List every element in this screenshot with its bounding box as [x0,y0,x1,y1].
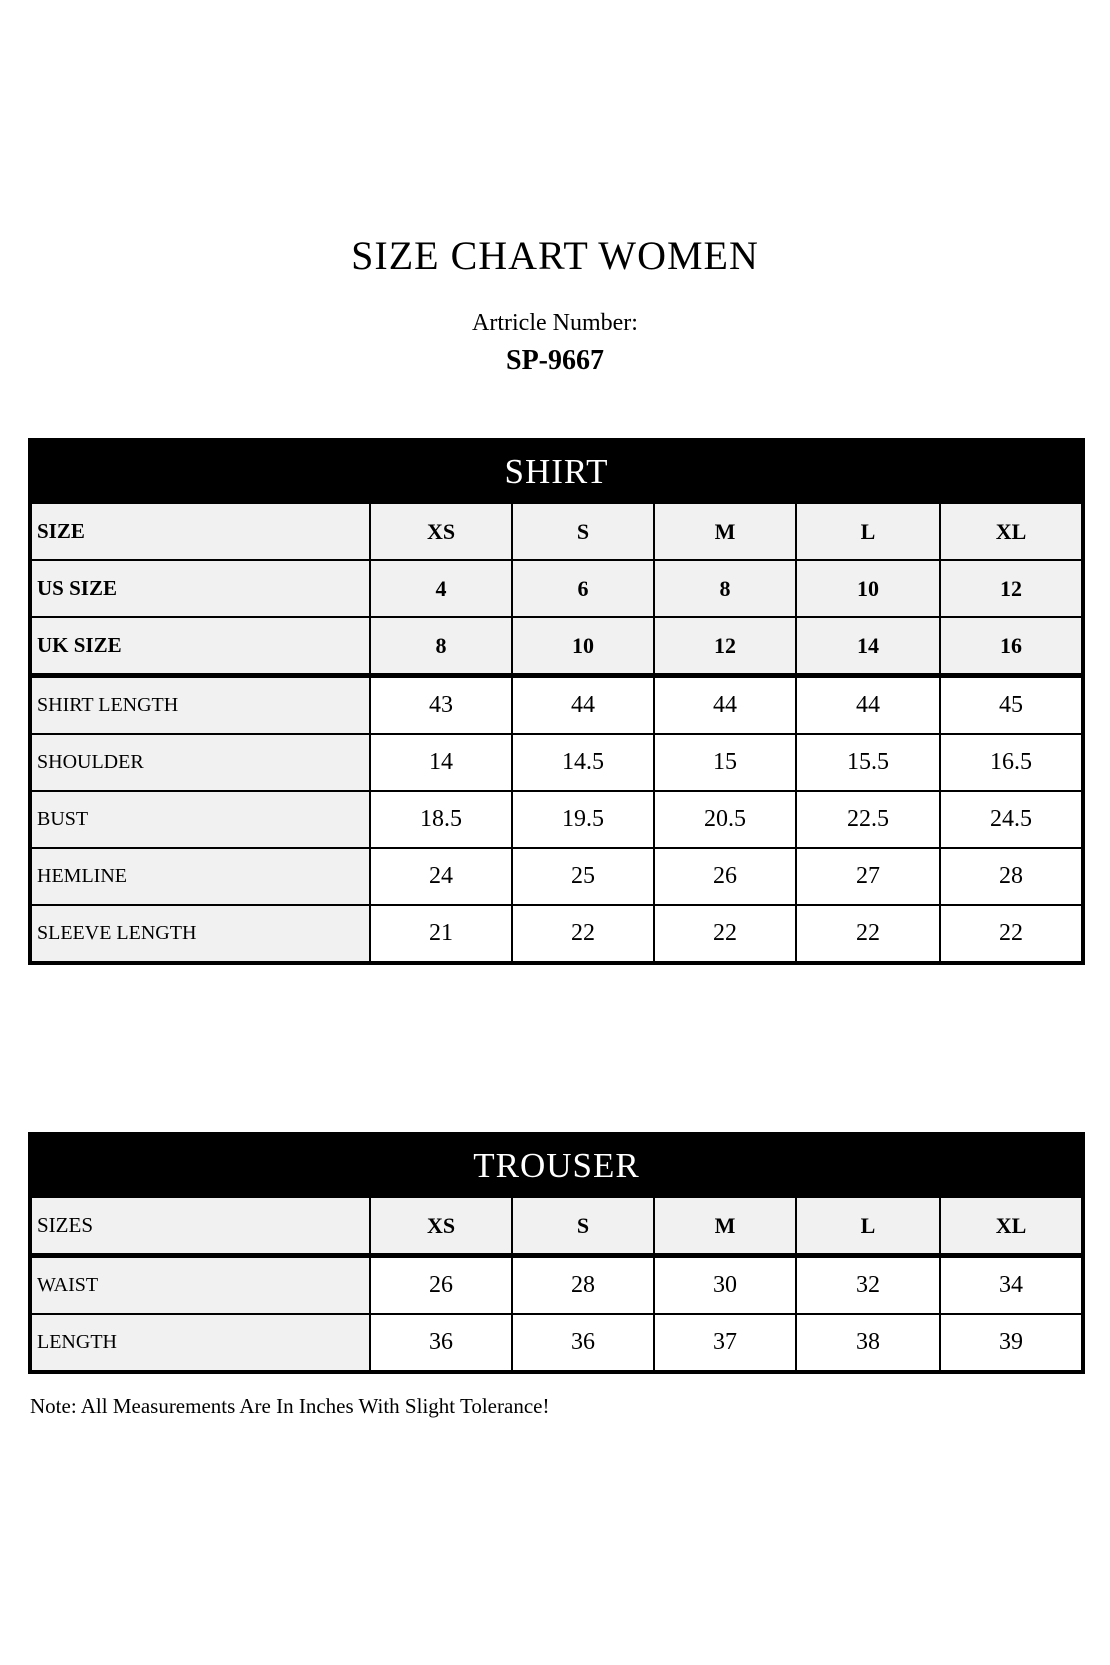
size-cell: XL [940,1197,1083,1256]
measurement-cell: 37 [654,1314,796,1372]
measurement-cell: 38 [796,1314,940,1372]
size-cell: XS [370,503,512,560]
row-label: SIZES [30,1197,370,1256]
table-row [30,617,1083,676]
measurement-cell: 32 [796,1256,940,1315]
size-cell: XS [370,1197,512,1256]
table-row [30,905,1083,963]
row-label: US SIZE [30,560,370,617]
measurement-cell: 15 [654,734,796,791]
measurement-cell: 22 [654,905,796,963]
table-row [30,848,1083,905]
article-number-label: Artricle Number: [472,310,638,336]
measurement-cell: 20.5 [654,791,796,848]
row-label: SIZE [30,503,370,560]
measurement-cell: 14 [370,734,512,791]
size-cell: L [796,1197,940,1256]
size-cell: 16 [940,617,1083,676]
measurement-cell: 15.5 [796,734,940,791]
measurement-cell: 28 [940,848,1083,905]
row-label: SLEEVE LENGTH [30,905,370,963]
trouser-table-title: TROUSER [30,1134,1083,1197]
page-title: SIZE CHART WOMEN [351,233,759,278]
shirt-table-title: SHIRT [30,440,1083,503]
measurement-cell: 25 [512,848,654,905]
table-row [30,676,1083,735]
measurement-cell: 26 [654,848,796,905]
measurement-cell: 43 [370,676,512,735]
size-cell: S [512,1197,654,1256]
measurement-cell: 36 [512,1314,654,1372]
size-cell: 6 [512,560,654,617]
measurement-cell: 27 [796,848,940,905]
measurement-cell: 24 [370,848,512,905]
measurement-cell: 14.5 [512,734,654,791]
table-row [30,1314,1083,1372]
size-cell: 4 [370,560,512,617]
measurement-cell: 22.5 [796,791,940,848]
size-cell: XL [940,503,1083,560]
measurement-cell: 36 [370,1314,512,1372]
measurement-cell: 44 [512,676,654,735]
measurement-cell: 18.5 [370,791,512,848]
row-label: SHOULDER [30,734,370,791]
measurement-cell: 28 [512,1256,654,1315]
size-cell: 12 [940,560,1083,617]
article-number-value: SP-9667 [506,345,604,376]
row-label: LENGTH [30,1314,370,1372]
row-label: SHIRT LENGTH [30,676,370,735]
size-cell: M [654,503,796,560]
size-cell: M [654,1197,796,1256]
size-cell: 8 [654,560,796,617]
measurement-note: Note: All Measurements Are In Inches With Slight Tolerance! [30,1394,550,1418]
measurement-cell: 19.5 [512,791,654,848]
row-label: BUST [30,791,370,848]
size-cell: 10 [512,617,654,676]
table-row [30,734,1083,791]
measurement-cell: 39 [940,1314,1083,1372]
measurement-cell: 22 [796,905,940,963]
size-cell: 12 [654,617,796,676]
measurement-cell: 34 [940,1256,1083,1315]
row-label: UK SIZE [30,617,370,676]
shirt-table-title-row [30,440,1083,503]
table-row [30,560,1083,617]
size-cell: L [796,503,940,560]
row-label: HEMLINE [30,848,370,905]
measurement-cell: 44 [654,676,796,735]
size-cell: 8 [370,617,512,676]
trouser-table-title-row [30,1134,1083,1197]
size-cell: 10 [796,560,940,617]
measurement-cell: 24.5 [940,791,1083,848]
measurement-cell: 22 [512,905,654,963]
size-cell: S [512,503,654,560]
measurement-cell: 26 [370,1256,512,1315]
table-row [30,1256,1083,1315]
measurement-cell: 16.5 [940,734,1083,791]
measurement-cell: 44 [796,676,940,735]
size-cell: 14 [796,617,940,676]
measurement-cell: 21 [370,905,512,963]
shirt-size-table [28,438,1085,965]
trouser-size-table [28,1132,1085,1374]
measurement-cell: 22 [940,905,1083,963]
row-label: WAIST [30,1256,370,1315]
measurement-cell: 30 [654,1256,796,1315]
table-row [30,503,1083,560]
measurement-cell: 45 [940,676,1083,735]
table-row [30,1197,1083,1256]
table-row [30,791,1083,848]
